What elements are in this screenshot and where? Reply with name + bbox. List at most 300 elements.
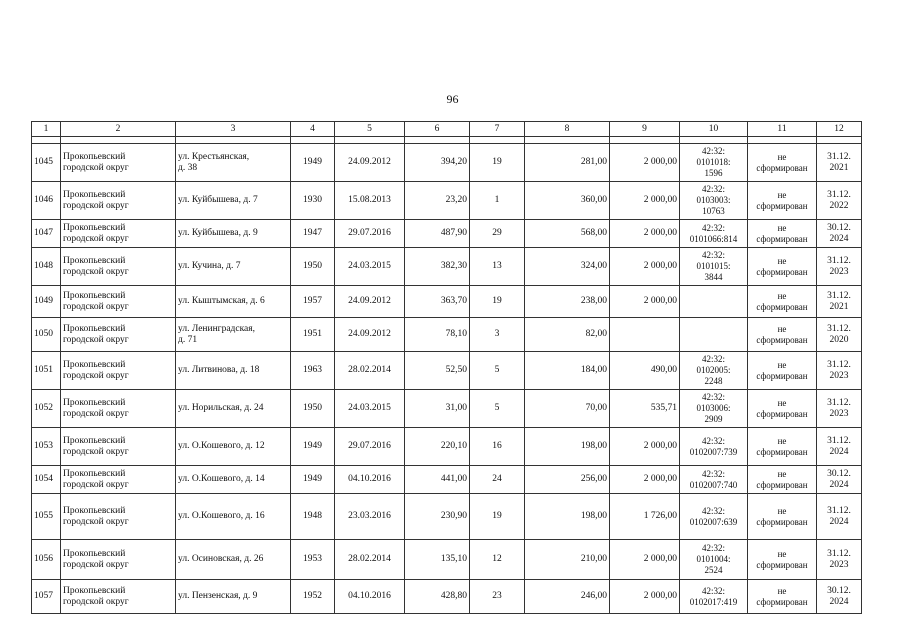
area-cell: 52,50: [405, 352, 470, 390]
district-cell-line: Прокопьевский: [63, 222, 126, 233]
header-cell: 1: [32, 122, 61, 137]
year-cell: 1950: [291, 390, 335, 428]
deadline-cell: [817, 318, 862, 352]
date-cell: 28.02.2014: [335, 540, 405, 580]
year-cell: 1953: [291, 540, 335, 580]
date-cell: 29.07.2016: [335, 220, 405, 248]
cadastral-cell-line: 0102007:639: [689, 516, 738, 527]
cadastral-cell: [680, 248, 748, 286]
address-cell-line: ул. О.Кошевого, д. 14: [178, 474, 265, 484]
residents-cell: 12: [470, 540, 525, 580]
deadline-cell-line: 2024: [829, 446, 849, 457]
cadastral-cell-line: 42:32:: [701, 505, 725, 516]
deadline-cell: [817, 352, 862, 390]
status-cell-line: сформирован: [756, 559, 808, 570]
table-row: [32, 580, 862, 614]
district-cell: [61, 248, 176, 286]
deadline-cell-line: 31.12.: [827, 435, 851, 446]
district-cell-line: Прокопьевский: [63, 290, 126, 301]
address-cell: [176, 580, 291, 614]
district-cell-line: Прокопьевский: [63, 435, 126, 446]
cadastral-cell-line: 1596: [704, 168, 723, 178]
area-cell: 363,70: [405, 286, 470, 318]
area-cell: 441,00: [405, 466, 470, 494]
district-cell-line: Прокопьевский: [63, 585, 126, 596]
status-cell-line: сформирован: [756, 162, 808, 173]
cadastral-cell: [680, 352, 748, 390]
district-cell: [61, 466, 176, 494]
date-cell: 23.03.2016: [335, 494, 405, 540]
year-cell: 1957: [291, 286, 335, 318]
address-cell: [176, 182, 291, 220]
cadastral-cell-line: 0101015:: [696, 261, 731, 271]
cost-cell: 1 726,00: [610, 494, 680, 540]
district-cell: [61, 390, 176, 428]
area-cell: 78,10: [405, 318, 470, 352]
district-cell: [61, 428, 176, 466]
area-cell: 382,30: [405, 248, 470, 286]
year-cell: 1949: [291, 144, 335, 182]
district-cell-line: городской округ: [63, 233, 129, 244]
spacer-row: [32, 137, 862, 144]
table-row: [32, 220, 862, 248]
date-cell: 24.09.2012: [335, 144, 405, 182]
status-cell-line: сформирован: [756, 370, 808, 381]
deadline-cell-line: 31.12.: [827, 290, 851, 301]
address-cell: [176, 466, 291, 494]
address-cell: [176, 540, 291, 580]
cost-cell: 2 000,00: [610, 466, 680, 494]
status-cell-line: сформирован: [756, 479, 808, 490]
district-cell-line: Прокопьевский: [63, 189, 126, 200]
cadastral-cell-line: 0101004:: [696, 554, 731, 564]
date-cell: 04.10.2016: [335, 466, 405, 494]
deadline-cell-line: 31.12.: [827, 323, 851, 334]
deadline-cell: [817, 390, 862, 428]
address-cell-line: ул. Куйбышева, д. 9: [178, 228, 258, 238]
status-cell-line: сформирован: [756, 233, 808, 244]
address-cell: [176, 248, 291, 286]
district-cell: [61, 540, 176, 580]
year-cell: 1951: [291, 318, 335, 352]
area-cell: 428,80: [405, 580, 470, 614]
district-cell-line: городской округ: [63, 200, 129, 211]
deadline-cell: [817, 428, 862, 466]
address-cell-line: ул. Крестьянская,: [178, 151, 250, 162]
housing-table: [31, 121, 862, 614]
district-cell-line: Прокопьевский: [63, 397, 126, 408]
page-number: 96: [446, 92, 459, 106]
residents-cell: 23: [470, 580, 525, 614]
address-cell: [176, 144, 291, 182]
address-cell-line: ул. Осиновская, д. 26: [178, 554, 264, 564]
deadline-cell: [817, 540, 862, 580]
area-cell: 394,20: [405, 144, 470, 182]
status-cell-line: сформирован: [756, 446, 808, 457]
table-row: [32, 182, 862, 220]
status-cell-line: не: [777, 222, 787, 233]
address-cell-line: ул. Кучина, д. 7: [178, 261, 241, 271]
header-cell: 6: [405, 122, 470, 137]
district-cell-line: городской округ: [63, 516, 129, 527]
status-cell: [748, 352, 817, 390]
district-cell: [61, 286, 176, 318]
residents-cell: 13: [470, 248, 525, 286]
cadastral-cell: [680, 580, 748, 614]
header-cell: 7: [470, 122, 525, 137]
header-row: [32, 122, 862, 137]
header-cell: 12: [817, 122, 862, 137]
deadline-cell-line: 2021: [829, 162, 849, 173]
year-cell: 1949: [291, 428, 335, 466]
deadline-cell: [817, 580, 862, 614]
cadastral-cell-line: 3844: [704, 272, 723, 282]
district-cell: [61, 318, 176, 352]
district-cell-line: городской округ: [63, 334, 129, 345]
district-cell: [61, 494, 176, 540]
status-cell: [748, 540, 817, 580]
header-cell: 9: [610, 122, 680, 137]
status-cell: [748, 318, 817, 352]
year-cell: 1950: [291, 248, 335, 286]
status-cell-line: не: [777, 151, 787, 162]
residents-cell: 3: [470, 318, 525, 352]
cadastral-cell-line: 42:32:: [701, 585, 725, 596]
cadastral-cell-line: 0102005:: [696, 365, 731, 375]
cost-cell: 2 000,00: [610, 580, 680, 614]
cost-cell: [610, 318, 680, 352]
district-cell-line: Прокопьевский: [63, 151, 126, 162]
area-cell: 230,90: [405, 494, 470, 540]
status-cell: [748, 390, 817, 428]
deadline-cell-line: 2023: [829, 559, 849, 570]
area-cell: 220,10: [405, 428, 470, 466]
status-cell-line: сформирован: [756, 596, 808, 607]
status-cell-line: не: [777, 189, 787, 200]
status-cell: [748, 428, 817, 466]
area2-cell: 238,00: [525, 286, 610, 318]
date-cell: 24.09.2012: [335, 286, 405, 318]
table-row: [32, 540, 862, 580]
status-cell-line: сформирован: [756, 408, 808, 419]
cost-cell: 2 000,00: [610, 144, 680, 182]
status-cell-line: не: [777, 359, 787, 370]
cadastral-cell-line: 0102017:419: [689, 596, 738, 607]
header-cell: 11: [748, 122, 817, 137]
cadastral-cell-line: 0103006:: [696, 403, 731, 413]
address-cell: [176, 318, 291, 352]
table-row: [32, 318, 862, 352]
cadastral-cell-line: 42:32:: [701, 222, 725, 233]
deadline-cell: [817, 182, 862, 220]
district-cell-line: городской округ: [63, 479, 129, 490]
deadline-cell-line: 2022: [829, 200, 849, 211]
row-number-cell: 1050: [32, 318, 61, 352]
year-cell: 1930: [291, 182, 335, 220]
deadline-cell-line: 2024: [829, 516, 849, 527]
status-cell: [748, 494, 817, 540]
table-row: [32, 286, 862, 318]
deadline-cell-line: 31.12.: [827, 359, 851, 370]
address-cell: [176, 428, 291, 466]
cost-cell: 2 000,00: [610, 428, 680, 466]
status-cell-line: сформирован: [756, 266, 808, 277]
row-number-cell: 1052: [32, 390, 61, 428]
residents-cell: 1: [470, 182, 525, 220]
row-number-cell: 1053: [32, 428, 61, 466]
status-cell-line: сформирован: [756, 516, 808, 527]
deadline-cell-line: 2023: [829, 370, 849, 381]
status-cell-line: не: [777, 255, 787, 266]
district-cell-line: городской округ: [63, 446, 129, 457]
cadastral-cell-line: 2524: [704, 565, 723, 575]
deadline-cell-line: 2021: [829, 301, 849, 312]
residents-cell: 5: [470, 390, 525, 428]
deadline-cell-line: 2020: [829, 334, 849, 345]
row-number-cell: 1047: [32, 220, 61, 248]
cadastral-cell-line: 0101018:: [696, 157, 731, 167]
status-cell: [748, 580, 817, 614]
address-cell-line: ул. О.Кошевого, д. 12: [178, 441, 265, 451]
year-cell: 1963: [291, 352, 335, 390]
cadastral-cell-line: 0103003:: [696, 195, 731, 205]
header-cell: 10: [680, 122, 748, 137]
year-cell: 1948: [291, 494, 335, 540]
deadline-cell-line: 31.12.: [827, 255, 851, 266]
area-cell: 487,90: [405, 220, 470, 248]
status-cell-line: не: [777, 323, 787, 334]
cadastral-cell: [680, 428, 748, 466]
date-cell: 29.07.2016: [335, 428, 405, 466]
cadastral-cell: [680, 220, 748, 248]
date-cell: 28.02.2014: [335, 352, 405, 390]
address-cell-line: ул. Куйбышева, д. 7: [178, 195, 258, 205]
cadastral-cell-line: 42:32:: [701, 184, 725, 194]
cadastral-cell-line: 0102007:740: [689, 479, 738, 490]
status-cell: [748, 182, 817, 220]
deadline-cell: [817, 494, 862, 540]
date-cell: 04.10.2016: [335, 580, 405, 614]
district-cell-line: городской округ: [63, 408, 129, 419]
district-cell-line: Прокопьевский: [63, 359, 126, 370]
status-cell-line: не: [777, 548, 787, 559]
address-cell-line: ул. О.Кошевого, д. 16: [178, 511, 265, 521]
cadastral-cell: [680, 144, 748, 182]
deadline-cell-line: 2024: [829, 596, 849, 607]
header-cell: 3: [176, 122, 291, 137]
area2-cell: 184,00: [525, 352, 610, 390]
table-row: [32, 390, 862, 428]
table-row: [32, 248, 862, 286]
cadastral-cell-line: 42:32:: [701, 468, 725, 479]
area2-cell: 281,00: [525, 144, 610, 182]
residents-cell: 29: [470, 220, 525, 248]
row-number-cell: 1051: [32, 352, 61, 390]
cadastral-cell-line: 42:32:: [701, 250, 725, 260]
area-cell: 31,00: [405, 390, 470, 428]
cost-cell: 2 000,00: [610, 286, 680, 318]
table-row: [32, 466, 862, 494]
deadline-cell-line: 31.12.: [827, 548, 851, 559]
residents-cell: 19: [470, 144, 525, 182]
status-cell: [748, 220, 817, 248]
date-cell: 24.09.2012: [335, 318, 405, 352]
deadline-cell-line: 2024: [829, 479, 849, 490]
residents-cell: 5: [470, 352, 525, 390]
cost-cell: 535,71: [610, 390, 680, 428]
deadline-cell-line: 31.12.: [827, 189, 851, 200]
deadline-cell-line: 30.12.: [827, 222, 851, 233]
district-cell-line: Прокопьевский: [63, 468, 126, 479]
status-cell: [748, 466, 817, 494]
district-cell-line: Прокопьевский: [63, 323, 126, 334]
address-cell: [176, 286, 291, 318]
cadastral-cell-line: 2248: [704, 376, 723, 386]
address-cell-line: ул. Литвинова, д. 18: [178, 365, 260, 375]
area2-cell: 256,00: [525, 466, 610, 494]
cadastral-cell-line: 10763: [702, 206, 725, 216]
header-cell: 5: [335, 122, 405, 137]
address-cell: [176, 352, 291, 390]
status-cell-line: не: [777, 290, 787, 301]
deadline-cell-line: 30.12.: [827, 585, 851, 596]
district-cell: [61, 182, 176, 220]
district-cell-line: Прокопьевский: [63, 505, 126, 516]
deadline-cell: [817, 248, 862, 286]
area2-cell: 210,00: [525, 540, 610, 580]
district-cell-line: городской округ: [63, 559, 129, 570]
cadastral-cell: [680, 540, 748, 580]
table-row: [32, 144, 862, 182]
status-cell-line: сформирован: [756, 301, 808, 312]
row-number-cell: 1056: [32, 540, 61, 580]
header-cell: 2: [61, 122, 176, 137]
district-cell-line: городской округ: [63, 596, 129, 607]
deadline-cell: [817, 466, 862, 494]
cadastral-cell-line: 42:32:: [701, 392, 725, 402]
residents-cell: 24: [470, 466, 525, 494]
address-cell: [176, 494, 291, 540]
deadline-cell-line: 2023: [829, 266, 849, 277]
address-cell: [176, 220, 291, 248]
cadastral-cell: [680, 318, 748, 352]
date-cell: 24.03.2015: [335, 390, 405, 428]
address-cell-line: ул. Пензенская, д. 9: [178, 591, 258, 601]
status-cell-line: не: [777, 468, 787, 479]
cadastral-cell: [680, 494, 748, 540]
area2-cell: 568,00: [525, 220, 610, 248]
cadastral-cell: [680, 466, 748, 494]
table-row: [32, 428, 862, 466]
table-body: [32, 122, 862, 614]
deadline-cell-line: 30.12.: [827, 468, 851, 479]
area-cell: 135,10: [405, 540, 470, 580]
row-number-cell: 1054: [32, 466, 61, 494]
address-cell-line: д. 71: [178, 334, 198, 345]
address-cell: [176, 390, 291, 428]
row-number-cell: 1055: [32, 494, 61, 540]
table-row: [32, 494, 862, 540]
deadline-cell: [817, 220, 862, 248]
cost-cell: 2 000,00: [610, 540, 680, 580]
deadline-cell-line: 31.12.: [827, 505, 851, 516]
cost-cell: 2 000,00: [610, 182, 680, 220]
area2-cell: 198,00: [525, 428, 610, 466]
area2-cell: 198,00: [525, 494, 610, 540]
residents-cell: 19: [470, 494, 525, 540]
row-number-cell: 1057: [32, 580, 61, 614]
area2-cell: 324,00: [525, 248, 610, 286]
residents-cell: 16: [470, 428, 525, 466]
date-cell: 15.08.2013: [335, 182, 405, 220]
status-cell-line: не: [777, 435, 787, 446]
cadastral-cell-line: 42:32:: [701, 543, 725, 553]
date-cell: 24.03.2015: [335, 248, 405, 286]
table-row: [32, 352, 862, 390]
district-cell-line: городской округ: [63, 162, 129, 173]
district-cell-line: городской округ: [63, 266, 129, 277]
district-cell: [61, 352, 176, 390]
district-cell-line: городской округ: [63, 370, 129, 381]
status-cell-line: не: [777, 397, 787, 408]
area2-cell: 82,00: [525, 318, 610, 352]
cadastral-cell: [680, 390, 748, 428]
deadline-cell-line: 31.12.: [827, 151, 851, 162]
district-cell-line: Прокопьевский: [63, 548, 126, 559]
status-cell: [748, 248, 817, 286]
cadastral-cell: [680, 182, 748, 220]
header-cell: 4: [291, 122, 335, 137]
row-number-cell: 1049: [32, 286, 61, 318]
deadline-cell: [817, 144, 862, 182]
deadline-cell: [817, 286, 862, 318]
deadline-cell-line: 2023: [829, 408, 849, 419]
district-cell: [61, 220, 176, 248]
address-cell-line: д. 38: [178, 162, 198, 173]
area2-cell: 246,00: [525, 580, 610, 614]
area2-cell: 70,00: [525, 390, 610, 428]
cadastral-cell-line: 0101066:814: [689, 233, 738, 244]
area2-cell: 360,00: [525, 182, 610, 220]
deadline-cell-line: 2024: [829, 233, 849, 244]
cadastral-cell-line: 42:32:: [701, 146, 725, 156]
year-cell: 1952: [291, 580, 335, 614]
area-cell: 23,20: [405, 182, 470, 220]
status-cell-line: сформирован: [756, 334, 808, 345]
row-number-cell: 1046: [32, 182, 61, 220]
deadline-cell-line: 31.12.: [827, 397, 851, 408]
year-cell: 1949: [291, 466, 335, 494]
header-cell: 8: [525, 122, 610, 137]
year-cell: 1947: [291, 220, 335, 248]
address-cell-line: ул. Ленинградская,: [178, 323, 256, 334]
district-cell: [61, 580, 176, 614]
residents-cell: 19: [470, 286, 525, 318]
cadastral-cell: [680, 286, 748, 318]
cost-cell: 490,00: [610, 352, 680, 390]
district-cell: [61, 144, 176, 182]
cost-cell: 2 000,00: [610, 220, 680, 248]
address-cell-line: ул. Кыштымская, д. 6: [178, 296, 265, 306]
status-cell-line: не: [777, 505, 787, 516]
district-cell-line: Прокопьевский: [63, 255, 126, 266]
cadastral-cell-line: 42:32:: [701, 354, 725, 364]
status-cell: [748, 144, 817, 182]
cadastral-cell-line: 2909: [704, 414, 723, 424]
cadastral-cell-line: 0102007:739: [689, 446, 738, 457]
status-cell-line: не: [777, 585, 787, 596]
row-number-cell: 1048: [32, 248, 61, 286]
